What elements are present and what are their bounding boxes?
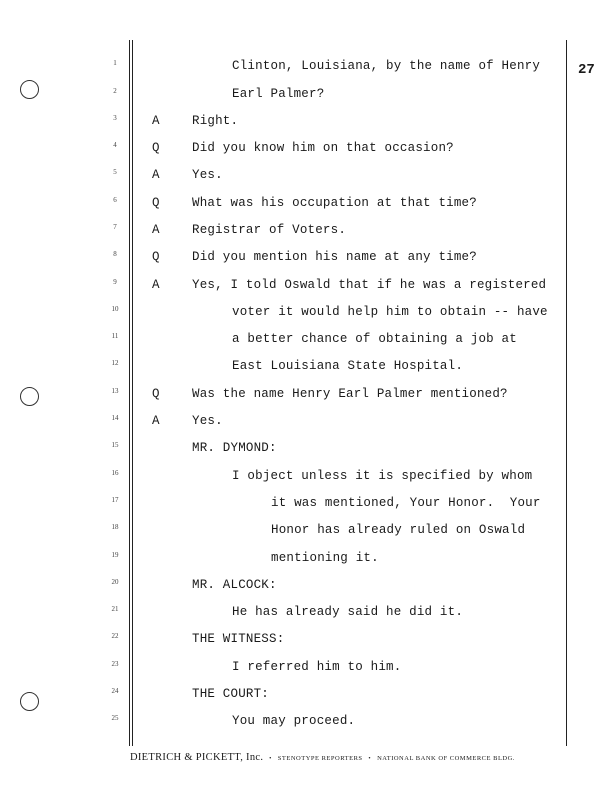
line-number: 8: [113, 250, 117, 258]
transcript-line: Yes.: [192, 168, 223, 182]
qa-marker: Q: [152, 196, 160, 210]
qa-marker: Q: [152, 387, 160, 401]
line-number: 1: [113, 59, 117, 67]
footer-address: NATIONAL BANK OF COMMERCE BLDG.: [377, 755, 515, 762]
line-number: 16: [111, 469, 119, 477]
line-number: 18: [111, 523, 119, 531]
qa-marker: Q: [152, 250, 160, 264]
line-number: 2: [113, 87, 117, 95]
line-number: 15: [111, 441, 119, 449]
transcript-line: Right.: [192, 114, 239, 128]
transcript-line: a better chance of obtaining a job at: [232, 332, 517, 346]
speaker-label: MR. ALCOCK:: [192, 578, 277, 592]
transcript-line: East Louisiana State Hospital.: [232, 359, 464, 373]
line-number: 10: [111, 305, 119, 313]
transcript-line: mentioning it.: [271, 551, 379, 565]
line-number: 12: [111, 359, 119, 367]
transcript-line: Yes, I told Oswald that if he was a registered: [192, 278, 547, 292]
footer-role: STENOTYPE REPORTERS: [277, 755, 363, 762]
line-number: 13: [111, 387, 119, 395]
speaker-label: THE COURT:: [192, 687, 270, 701]
footer-firm: DIETRICH & PICKETT, Inc.: [130, 752, 264, 763]
reporter-footer: [130, 752, 515, 763]
right-margin-rule: [566, 40, 567, 746]
line-number: 14: [111, 414, 119, 422]
transcript-line: Clinton, Louisiana, by the name of Henry: [232, 59, 541, 73]
transcript-line: You may proceed.: [232, 714, 356, 728]
transcript-line: Yes.: [192, 414, 223, 428]
line-number: 3: [113, 114, 117, 122]
line-number: 19: [111, 551, 119, 559]
binder-hole-bottom: [20, 692, 39, 711]
transcript-line: Did you mention his name at any time?: [192, 250, 477, 264]
qa-marker: A: [152, 278, 160, 292]
line-number: 22: [111, 632, 119, 640]
line-number: 21: [111, 605, 119, 613]
footer-separator: •: [269, 755, 272, 762]
line-number: 6: [113, 196, 117, 204]
line-number: 7: [113, 223, 117, 231]
line-number: 9: [113, 278, 117, 286]
left-margin-rule-inner: [132, 40, 133, 746]
transcript-line: voter it would help him to obtain -- have: [232, 305, 548, 319]
qa-marker: Q: [152, 141, 160, 155]
line-number: 4: [113, 141, 117, 149]
speaker-label: THE WITNESS:: [192, 632, 285, 646]
transcript-line: I referred him to him.: [232, 660, 402, 674]
line-number: 23: [111, 660, 119, 668]
line-number: 25: [111, 714, 119, 722]
page-number: 27: [578, 62, 595, 78]
transcript-line: He has already said he did it.: [232, 605, 464, 619]
qa-marker: A: [152, 223, 160, 237]
transcript-line: Registrar of Voters.: [192, 223, 347, 237]
line-number: 5: [113, 168, 117, 176]
left-margin-rule-outer: [129, 40, 130, 746]
line-number: 11: [111, 332, 119, 340]
binder-hole-top: [20, 80, 39, 99]
transcript-line: it was mentioned, Your Honor. Your: [271, 496, 541, 510]
qa-marker: A: [152, 168, 160, 182]
line-number: 17: [111, 496, 119, 504]
transcript-line: I object unless it is specified by whom: [232, 469, 533, 483]
qa-marker: A: [152, 114, 160, 128]
line-number: 24: [111, 687, 119, 695]
transcript-line: Honor has already ruled on Oswald: [271, 523, 526, 537]
transcript-line: Did you know him on that occasion?: [192, 141, 454, 155]
binder-hole-middle: [20, 387, 39, 406]
speaker-label: MR. DYMOND:: [192, 441, 277, 455]
line-number: 20: [111, 578, 119, 586]
footer-separator: •: [368, 755, 372, 762]
transcript-line: What was his occupation at that time?: [192, 196, 477, 210]
transcript-line: Earl Palmer?: [232, 87, 325, 101]
qa-marker: A: [152, 414, 160, 428]
transcript-line: Was the name Henry Earl Palmer mentioned?: [192, 387, 508, 401]
